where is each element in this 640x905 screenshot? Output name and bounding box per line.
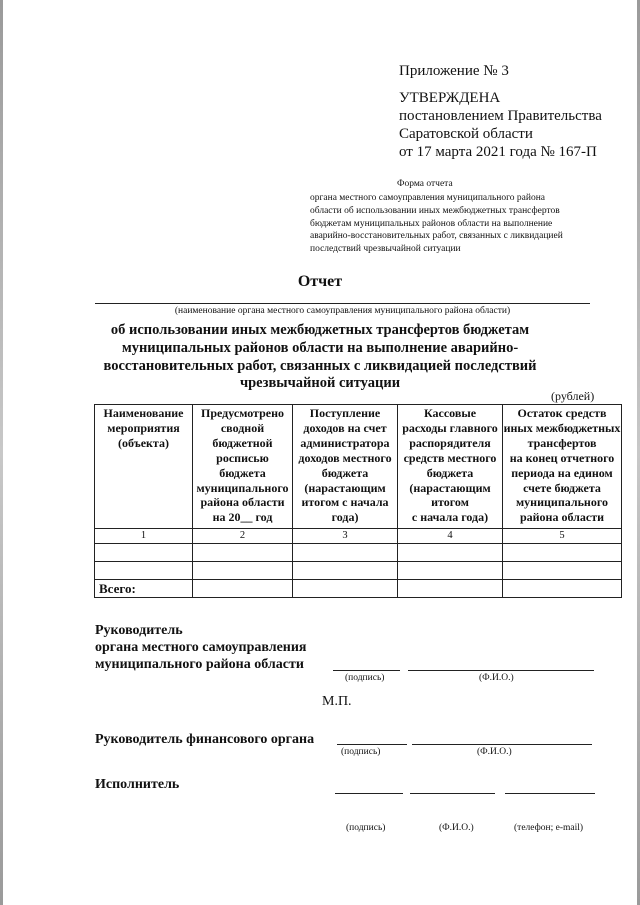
head-name-line <box>408 670 594 671</box>
column-number-row <box>95 529 622 544</box>
executor-name-line <box>410 793 495 794</box>
executor-phone-line <box>505 793 595 794</box>
header-cell: Предусмотрено сводной бюджетной росписью бюджета муниципального района области на 20__ год <box>193 405 293 529</box>
header-cell: Остаток средств иных межбюджетных трансфертов на конец отчетного периода на едином счете бюджета муниципального района области <box>503 405 622 529</box>
column-number: 2 <box>193 529 293 544</box>
report-subtitle-1: об использовании иных межбюджетных трансфертов бюджетам <box>110 322 530 338</box>
form-note-line: бюджетам муниципальных районов области на выполнение <box>310 218 553 229</box>
head-signature-line <box>333 670 400 671</box>
form-note-line: области об использовании иных межбюджетных трансфертов <box>310 205 560 216</box>
column-number: 3 <box>293 529 398 544</box>
column-number: 1 <box>95 529 193 544</box>
form-note-heading: Форма отчета <box>397 179 453 189</box>
approved-label: УТВЕРЖДЕНА <box>399 90 501 106</box>
approved-line-3: от 17 марта 2021 года № 167-П <box>399 144 597 160</box>
report-subtitle-4: чрезвычайной ситуации <box>239 375 401 391</box>
head-label-1: Руководитель <box>95 623 183 638</box>
report-subtitle-3: восстановительных работ, связанных с ликвидацией последствий <box>103 358 537 374</box>
header-cell: Поступление доходов на счет администратора доходов местного бюджета (нарастающим итогом с начала года) <box>293 405 398 529</box>
table-header-row <box>95 405 622 529</box>
finance-signature-line <box>337 744 407 745</box>
units-label: (рублей) <box>551 389 595 403</box>
header-cell: Кассовые расходы главного распорядителя средств местного бюджета (нарастающим итогом с начала года) <box>398 405 503 529</box>
finance-signature-caption: (подпись) <box>341 747 381 757</box>
org-name-caption: (наименование органа местного самоуправления муниципального района области) <box>174 306 511 316</box>
executor-signature-line <box>335 793 403 794</box>
table-row <box>95 562 622 580</box>
approved-line-2: Саратовской области <box>399 126 533 142</box>
table-row <box>95 544 622 562</box>
total-label: Всего: <box>95 580 193 598</box>
executor-label: Исполнитель <box>95 777 180 792</box>
approved-line-1: постановлением Правительства <box>399 108 602 124</box>
stamp-label: М.П. <box>322 694 352 709</box>
appendix-number: Приложение № 3 <box>399 63 509 79</box>
form-note-line: органа местного самоуправления муниципального района <box>310 193 545 203</box>
total-row <box>95 580 622 598</box>
header-cell: Наименование мероприятия (объекта) <box>95 405 193 529</box>
head-signature-caption: (подпись) <box>345 673 385 683</box>
report-subtitle-2: муниципальных районов области на выполнение аварийно- <box>121 340 519 356</box>
finance-name-caption: (Ф.И.О.) <box>477 747 512 757</box>
head-name-caption: (Ф.И.О.) <box>479 673 514 683</box>
column-number: 5 <box>503 529 622 544</box>
form-note-line: последствий чрезвычайной ситуации <box>310 244 461 255</box>
form-note-line: аварийно-восстановительных работ, связанных с ликвидацией <box>310 231 563 242</box>
head-label-2: органа местного самоуправления <box>95 640 307 655</box>
executor-phone-caption: (телефон; e-mail) <box>514 823 584 833</box>
executor-signature-caption: (подпись) <box>346 823 386 833</box>
report-table <box>94 404 622 598</box>
report-title: Отчет <box>297 273 343 290</box>
org-name-line <box>95 303 590 304</box>
scan-edge-left <box>0 0 3 905</box>
executor-name-caption: (Ф.И.О.) <box>439 823 474 833</box>
finance-name-line <box>412 744 592 745</box>
head-label-3: муниципального района области <box>95 657 304 672</box>
form-note-text <box>310 192 600 256</box>
column-number: 4 <box>398 529 503 544</box>
finance-head-label: Руководитель финансового органа <box>95 732 315 747</box>
